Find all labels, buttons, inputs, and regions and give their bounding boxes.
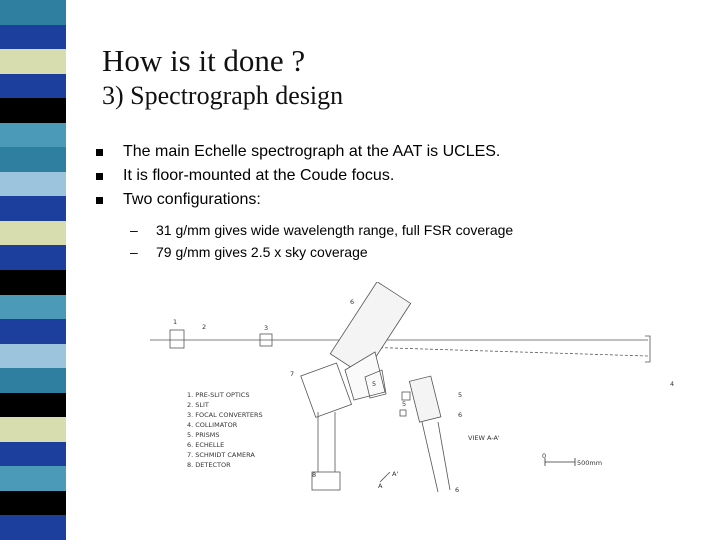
callout-label: 2 — [202, 323, 207, 331]
square-bullet-icon — [96, 149, 103, 156]
bullet-item — [96, 140, 500, 164]
stripe-block — [0, 491, 66, 516]
stripe-block — [0, 25, 66, 50]
callout-label: 6 — [455, 486, 460, 494]
legend-item: 2. SLIT — [187, 401, 209, 409]
legend-item: 6. ECHELLE — [187, 441, 225, 449]
view-beam-line — [422, 422, 438, 492]
schmidt-camera — [301, 363, 352, 417]
sub-bullet-text: 79 g/mm gives 2.5 x sky coverage — [156, 244, 368, 260]
decorative-color-stripe — [0, 0, 66, 540]
slide-title: How is it done ? — [102, 43, 306, 78]
callout-label: 5 — [458, 391, 463, 399]
legend-item: 4. COLLIMATOR — [187, 421, 238, 429]
stripe-block — [0, 393, 66, 418]
callout-label: 6 — [458, 411, 463, 419]
stripe-block — [0, 147, 66, 172]
square-bullet-icon — [96, 197, 103, 204]
dash-bullet-icon: – — [130, 244, 138, 260]
stripe-block — [0, 196, 66, 221]
diagram-legend — [187, 391, 263, 469]
callout-label: 5 — [372, 380, 377, 388]
callout-label: 8 — [312, 471, 317, 479]
bullet-item — [96, 188, 500, 212]
bullet-text: It is floor-mounted at the Coude focus. — [123, 167, 395, 184]
stripe-block — [0, 98, 66, 123]
stripe-block — [0, 442, 66, 467]
spectrograph-diagram — [140, 282, 680, 502]
stripe-block — [0, 515, 66, 540]
sub-bullet-text: 31 g/mm gives wide wavelength range, full FSR coverage — [156, 222, 514, 238]
section-line — [380, 472, 390, 482]
square-bullet-icon — [96, 173, 103, 180]
echelle-section — [409, 376, 441, 422]
view-label: VIEW A-A' — [468, 434, 500, 442]
stripe-block — [0, 245, 66, 270]
callout-label: 6 — [350, 298, 355, 306]
slide-subtitle: 3) Spectrograph design — [102, 81, 344, 110]
section-mark: A' — [392, 470, 399, 478]
stripe-block — [0, 172, 66, 197]
view-beam-line — [438, 422, 450, 490]
prism-element — [402, 392, 410, 400]
stripe-block — [0, 270, 66, 295]
bullet-item — [96, 164, 500, 188]
legend-item: 5. PRISMS — [187, 431, 220, 439]
bullet-list — [96, 140, 500, 212]
callout-label: 1 — [173, 318, 178, 326]
callout-label: 5 — [402, 400, 407, 408]
sub-bullet-list — [130, 219, 513, 263]
stripe-block — [0, 368, 66, 393]
legend-item: 8. DETECTOR — [187, 461, 231, 469]
bullet-text: The main Echelle spectrograph at the AAT is UCLES. — [123, 143, 501, 160]
bullet-text: Two configurations: — [123, 191, 261, 208]
prism-element — [400, 410, 406, 416]
stripe-block — [0, 319, 66, 344]
dash-bullet-icon: – — [130, 222, 138, 238]
stripe-block — [0, 221, 66, 246]
legend-item: 1. PRE-SLIT OPTICS — [187, 391, 250, 399]
sub-bullet-item — [130, 219, 513, 241]
stripe-block — [0, 123, 66, 148]
stripe-block — [0, 295, 66, 320]
callout-label: 7 — [290, 370, 295, 378]
stripe-block — [0, 417, 66, 442]
sub-bullet-item — [130, 241, 513, 263]
legend-item: 3. FOCAL CONVERTERS — [187, 411, 263, 419]
scale-zero-label: 0 — [542, 452, 547, 460]
callout-label: 3 — [264, 324, 269, 332]
stripe-block — [0, 74, 66, 99]
callout-label: 4 — [670, 380, 675, 388]
stripe-block — [0, 49, 66, 74]
legend-item: 7. SCHMIDT CAMERA — [187, 451, 255, 459]
pre-slit-optics — [170, 330, 184, 348]
return-beam-line — [360, 347, 648, 356]
stripe-block — [0, 0, 66, 25]
section-mark: A — [378, 482, 383, 490]
scale-label: 500mm — [577, 459, 603, 467]
stripe-block — [0, 466, 66, 491]
stripe-block — [0, 344, 66, 369]
detector-unit — [312, 472, 340, 490]
